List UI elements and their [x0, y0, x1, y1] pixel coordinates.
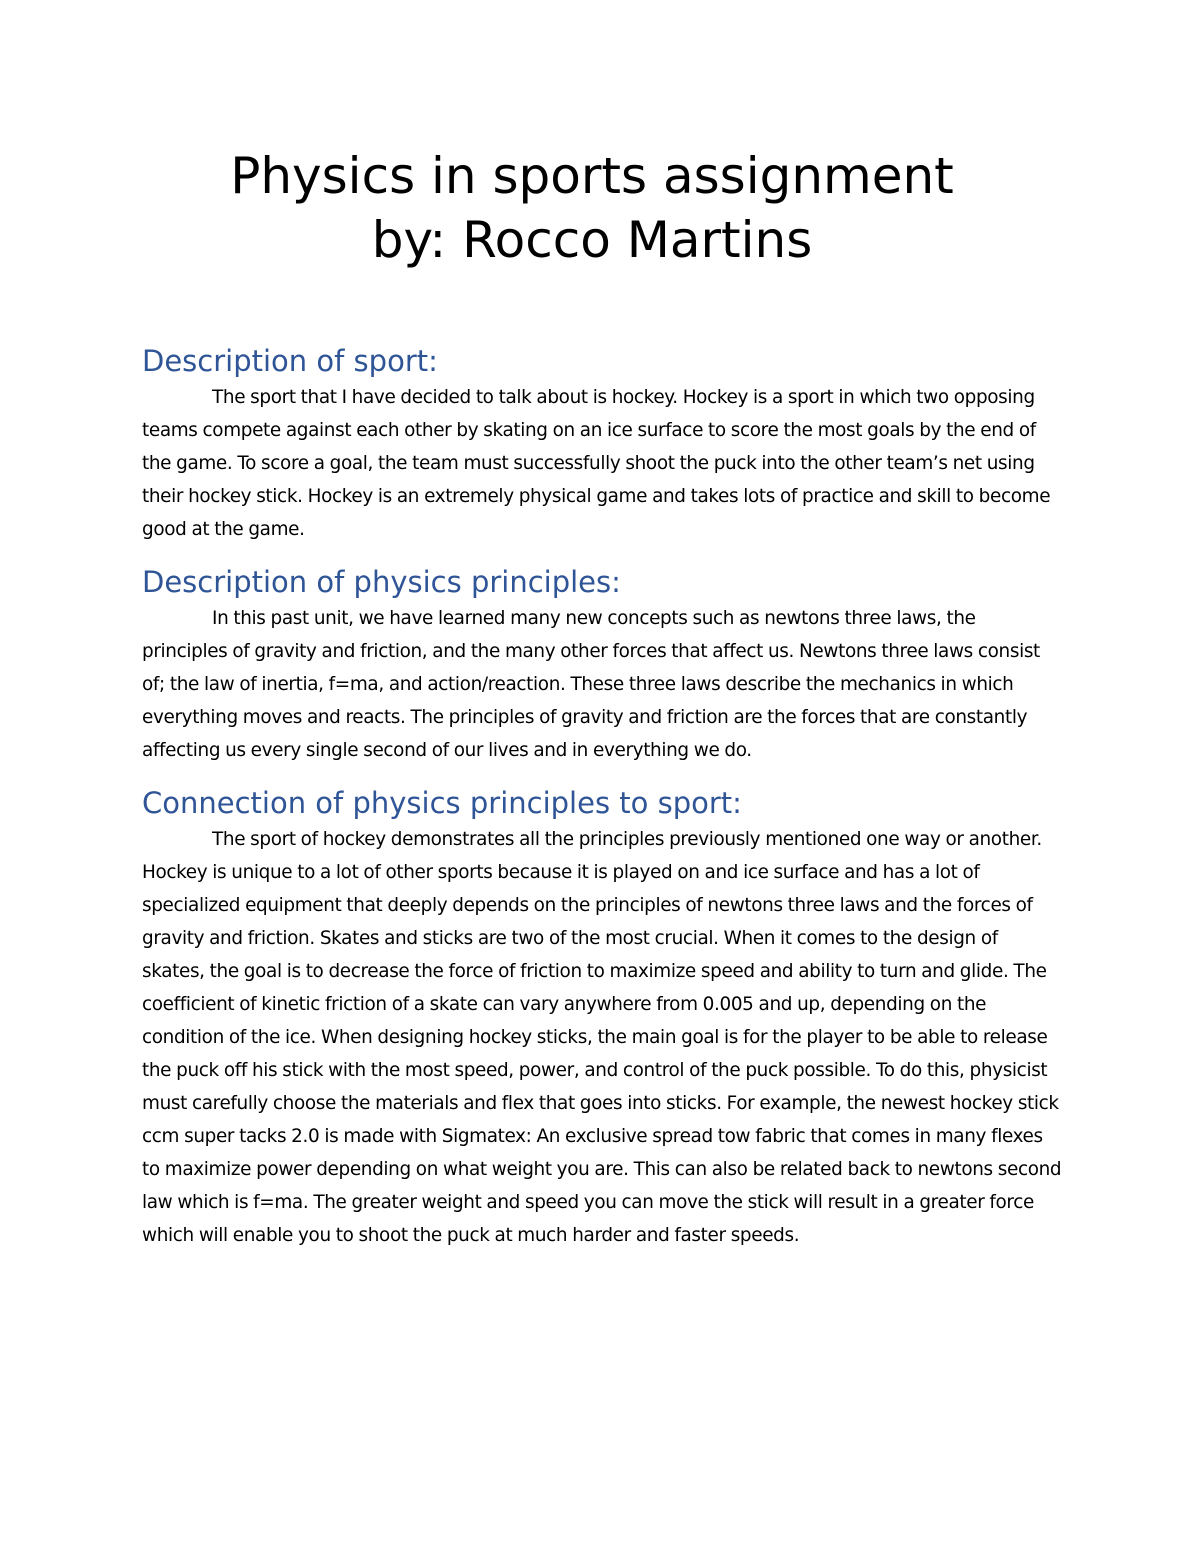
document-title: [0, 144, 1184, 272]
document-body: [142, 341, 1064, 1268]
title-line-1: Physics in sports assignment: [230, 147, 954, 205]
section-heading: Description of sport:: [142, 344, 438, 378]
section-heading: Connection of physics principles to sport:: [142, 786, 742, 820]
section-paragraph: The sport that I have decided to talk about is hockey. Hockey is a sport in which two opposing teams compete against each other by skating on an ice surface to score the most goals by the end of the game. To score a goal, the team must successfully shoot the puck into the other team’s net using their hockey stick. Hockey is an extremely physical game and takes lots of practice and skill to become good at the game.: [142, 387, 1051, 540]
section-paragraph: In this past unit, we have learned many new concepts such as newtons three laws, the principles of gravity and friction, and the many other forces that affect us. Newtons three laws consist of; the law of inertia, f=ma, and action/reaction. These three laws describe the mechanics in which everything moves and reacts. The principles of gravity and friction are the forces that are constantly affecting us every single second of our lives and in everything we do.: [142, 608, 1040, 761]
title-line-2: by: Rocco Martins: [371, 211, 813, 269]
section-connection-to-sport: [142, 783, 1064, 1252]
section-description-of-physics-principles: [142, 562, 1064, 767]
section-heading: Description of physics principles:: [142, 565, 621, 599]
section-paragraph: The sport of hockey demonstrates all the principles previously mentioned one way or another. Hockey is unique to a lot of other sports because it is played on and ice surface and has a lot of specialized equipment that deeply depends on the principles of newtons three laws and the forces of gravity and friction. Skates and sticks are two of the most crucial. When it comes to the design of skates, the goal is to decrease the force of friction to maximize speed and ability to turn and glide. The coefficient of kinetic friction of a skate can vary anywhere from 0.005 and up, depending on the condition of the ice. When designing hockey sticks, the main goal is for the player to be able to release the puck off his stick with the most speed, power, and control of the puck possible. To do this, physicist must carefully choose the materials and flex that goes into sticks. For example, the newest hockey stick ccm super tacks 2.0 is made with Sigmatex: An exclusive spread tow fabric that comes in many flexes to maximize power depending on what weight you are. This can also be related back to newtons second law which is f=ma. The greater weight and speed you can move the stick will result in a greater force which will enable you to shoot the puck at much harder and faster speeds.: [142, 829, 1062, 1246]
section-description-of-sport: [142, 341, 1064, 546]
